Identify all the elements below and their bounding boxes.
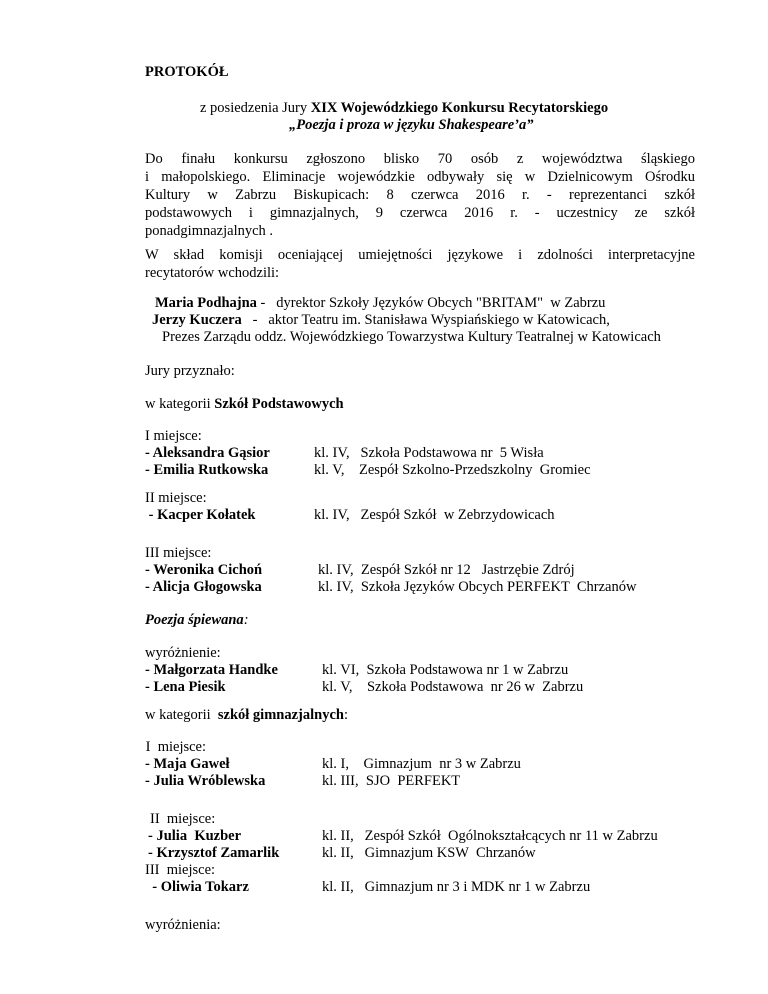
winner-name: - Julia Kuzber — [148, 828, 242, 844]
category-primary-heading — [145, 396, 344, 413]
category-prefix: w kategorii — [145, 707, 218, 723]
category-name: szkół gimnazjalnych — [217, 707, 344, 723]
intro-paragraph — [145, 150, 695, 240]
winner-detail: kl. III, SJO PERFEKT — [322, 773, 461, 789]
intro-line: i małopolskiego. Eliminacje wojewódzkie odbywały się w Dzielnicowym Ośrodku — [145, 169, 695, 185]
jury-intro-line: W skład komisji oceniającej umiejętności językowe i zdolności interpretacyjne — [145, 247, 695, 263]
category-prefix: w kategorii — [145, 396, 215, 412]
winner-detail: kl. IV, Szkoła Podstawowa nr 5 Wisła — [314, 445, 544, 461]
category-name: Szkół Podstawowych — [214, 396, 344, 412]
intro-line: Do finału konkursu zgłoszono blisko 70 osób z województwa śląskiego — [145, 151, 695, 167]
jury-member — [155, 295, 605, 312]
winner-detail: kl. I, Gimnazjum nr 3 w Zabrzu — [322, 756, 521, 772]
winner-name: - Krzysztof Zamarlik — [148, 845, 280, 861]
jury-member-name: Jerzy Kuczera — [152, 312, 242, 328]
winner-detail: kl. II, Zespół Szkół Ogólnokształcących nr 11 w Zabrzu — [322, 828, 658, 844]
winner-name: - Weronika Cichoń — [145, 562, 263, 578]
category-suffix: : — [343, 707, 348, 723]
winner-name: - Kacper Kołatek — [145, 507, 256, 523]
winner-name: - Maja Gaweł — [145, 756, 230, 772]
place-heading: III miejsce: — [145, 862, 216, 878]
winner-detail: kl. IV, Szkoła Języków Obcych PERFEKT Chrzanów — [318, 579, 637, 595]
jury-member-extra: Prezes Zarządu oddz. Wojewódzkiego Towarzystwa Kultury Teatralnej w Katowicach — [162, 329, 661, 345]
sung-poetry-colon: : — [243, 612, 249, 628]
place-heading: I miejsce: — [145, 428, 202, 444]
subtitle-contest-name: XIX Wojewódzkiego Konkursu Recytatorskiego — [310, 100, 609, 116]
winner-detail: kl. IV, Zespół Szkół w Zebrzydowicach — [314, 507, 555, 523]
document-title: PROTOKÓŁ — [145, 64, 229, 80]
place-heading: II miejsce: — [145, 490, 207, 506]
category-gymnasium-heading — [145, 707, 348, 724]
winner-name: - Emilia Rutkowska — [145, 462, 269, 478]
intro-line: podstawowych i gimnazjalnych, 9 czerwca 2016 r. - uczestnicy ze szkół — [145, 205, 695, 221]
winner-detail: kl. II, Gimnazjum nr 3 i MDK nr 1 w Zabrzu — [322, 879, 591, 895]
subtitle-line — [200, 100, 608, 117]
winner-name: - Małgorzata Handke — [145, 662, 278, 678]
distinctions-heading: wyróżnienia: — [145, 917, 221, 933]
winner-detail: kl. IV, Zespół Szkół nr 12 Jastrzębie Zdrój — [318, 562, 575, 578]
jury-member-name: Maria Podhajna — [155, 295, 257, 311]
place-heading: II miejsce: — [150, 811, 216, 827]
winner-name: - Julia Wróblewska — [145, 773, 266, 789]
winner-name: - Lena Piesik — [145, 679, 226, 695]
subtitle-motto: „Poezja i proza w języku Shakespeare’a” — [289, 117, 534, 133]
sung-poetry-label: Poezja śpiewana — [145, 612, 244, 628]
jury-intro-paragraph — [145, 246, 695, 282]
jury-intro-line: recytatorów wchodzili: — [145, 265, 280, 281]
awarded-heading: Jury przyznało: — [145, 363, 235, 379]
place-heading: I miejsce: — [142, 739, 207, 755]
winner-detail: kl. II, Gimnazjum KSW Chrzanów — [322, 845, 536, 861]
winner-name: - Alicja Głogowska — [145, 579, 262, 595]
winner-detail: kl. VI, Szkoła Podstawowa nr 1 w Zabrzu — [322, 662, 569, 678]
jury-member-desc: - aktor Teatru im. Stanisława Wyspiańskiego w Katowicach, — [241, 312, 610, 328]
jury-member — [152, 312, 610, 329]
place-heading: III miejsce: — [145, 545, 212, 561]
sung-poetry-heading — [145, 612, 249, 629]
winner-detail: kl. V, Szkoła Podstawowa nr 26 w Zabrzu — [322, 679, 584, 695]
intro-line: ponadgimnazjalnych . — [145, 223, 274, 239]
jury-member-desc: - dyrektor Szkoły Języków Obcych "BRITAM" w Zabrzu — [256, 295, 606, 311]
distinction-heading: wyróżnienie: — [145, 645, 221, 661]
winner-name: - Aleksandra Gąsior — [145, 445, 270, 461]
winner-name: - Oliwia Tokarz — [145, 879, 249, 895]
winner-detail: kl. V, Zespół Szkolno-Przedszkolny Gromiec — [314, 462, 591, 478]
intro-line: Kultury w Zabrzu Biskupicach: 8 czerwca 2016 r. - reprezentanci szkół — [145, 187, 695, 203]
subtitle-prefix: z posiedzenia Jury — [200, 100, 311, 116]
